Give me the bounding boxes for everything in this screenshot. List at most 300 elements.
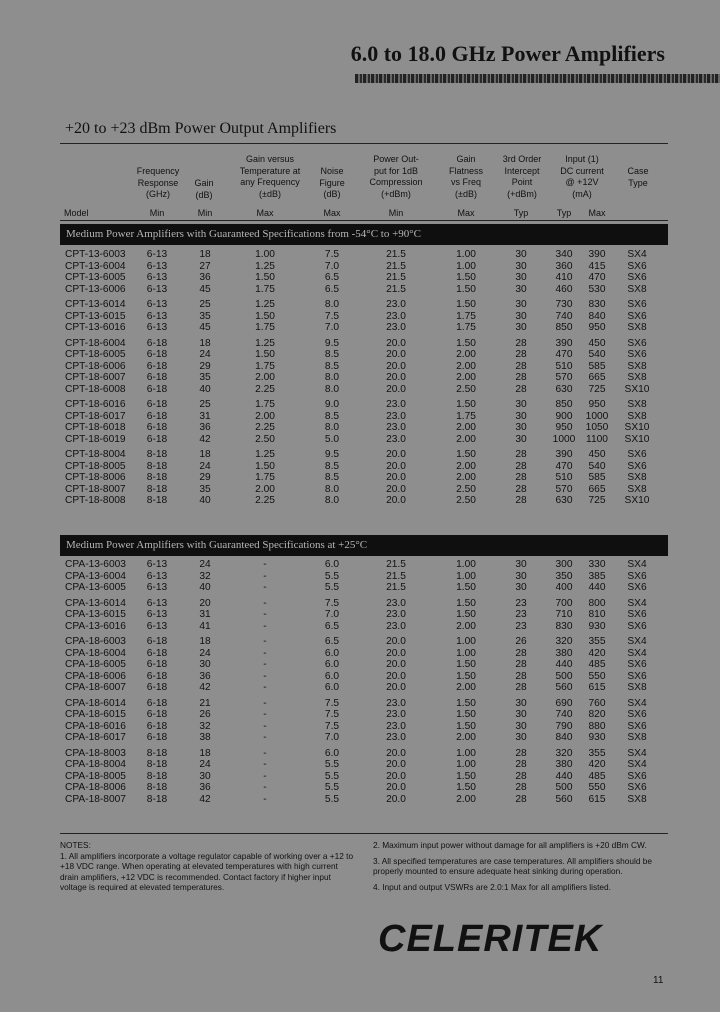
table-cell: 28 bbox=[515, 349, 527, 360]
table-cell: 930 bbox=[588, 620, 606, 632]
table-cell: CPA-18-8005 bbox=[65, 770, 126, 782]
table-cell: 23 bbox=[515, 620, 527, 632]
table-row bbox=[60, 272, 668, 284]
table-cell: 23.0 bbox=[386, 732, 406, 743]
col-sub-model: Model bbox=[64, 208, 89, 218]
table-cell: 30 bbox=[515, 399, 527, 410]
table-cell: 6.0 bbox=[324, 682, 340, 693]
table-cell: 8.0 bbox=[324, 299, 340, 310]
table-cell: 8-18 bbox=[146, 472, 168, 483]
table-row bbox=[60, 495, 668, 507]
table-cell: 7.5 bbox=[324, 597, 340, 609]
table-cell: 28 bbox=[515, 449, 527, 460]
table-cell: 6-13 bbox=[146, 582, 168, 593]
table-cell: 1.00 bbox=[456, 747, 476, 759]
table-cell: 1000 bbox=[585, 410, 609, 422]
table-cell: 32 bbox=[199, 570, 211, 582]
table-cell: SX10 bbox=[624, 383, 650, 395]
table-cell: 18 bbox=[199, 337, 211, 349]
table-cell: SX6 bbox=[627, 709, 647, 720]
table-cell: 730 bbox=[555, 299, 573, 310]
table-cell: CPA-18-8004 bbox=[65, 759, 126, 770]
table-row bbox=[60, 338, 668, 350]
table-cell: SX6 bbox=[627, 310, 647, 322]
table-cell: 30 bbox=[515, 582, 527, 593]
table-cell: CPA-18-6014 bbox=[65, 697, 126, 709]
table-cell: 30 bbox=[199, 770, 211, 782]
table-cell: 585 bbox=[588, 472, 606, 483]
section-bar-1: Medium Power Amplifiers with Guaranteed Specifications from -54°C to +90°C bbox=[60, 224, 668, 245]
table-cell: 880 bbox=[588, 720, 606, 732]
table-row bbox=[60, 721, 668, 733]
table-cell: - bbox=[263, 597, 267, 609]
table-cell: 23.0 bbox=[386, 410, 406, 422]
table-cell: 840 bbox=[555, 732, 573, 743]
col-sub-ip3: Typ bbox=[513, 208, 529, 218]
table-cell: 1.50 bbox=[255, 349, 275, 360]
table-cell: 8.5 bbox=[324, 360, 340, 372]
table-cell: 6-18 bbox=[146, 647, 168, 659]
table-cell: 30 bbox=[515, 709, 527, 720]
table-cell: 28 bbox=[515, 472, 527, 483]
table-cell: 28 bbox=[515, 759, 527, 770]
table-cell: 21 bbox=[199, 697, 211, 709]
table-cell: 950 bbox=[588, 399, 606, 410]
table-cell: 420 bbox=[588, 759, 606, 770]
table-cell: CPT-13-6014 bbox=[65, 299, 126, 310]
table-cell: - bbox=[263, 720, 267, 732]
table-cell: 810 bbox=[588, 609, 606, 620]
table-cell: 6-18 bbox=[146, 732, 168, 743]
table-cell: 30 bbox=[515, 249, 527, 260]
table-cell: SX10 bbox=[624, 422, 650, 433]
table-cell: 42 bbox=[199, 682, 211, 693]
table-row bbox=[60, 372, 668, 384]
table-cell: 1.25 bbox=[255, 337, 275, 349]
table-cell: 36 bbox=[199, 670, 211, 682]
table-cell: 1.50 bbox=[456, 697, 476, 709]
table-cell: 20.0 bbox=[386, 659, 406, 670]
table-cell: 6-13 bbox=[146, 559, 168, 570]
table-cell: 28 bbox=[515, 782, 527, 793]
table-cell: 7.0 bbox=[324, 609, 340, 620]
table-cell: SX6 bbox=[627, 659, 647, 670]
table-cell: 1.25 bbox=[255, 260, 275, 272]
table-cell: 740 bbox=[555, 709, 573, 720]
table-cell: CPA-13-6003 bbox=[65, 559, 126, 570]
table-cell: 20.0 bbox=[386, 636, 406, 647]
table-cell: 20.0 bbox=[386, 337, 406, 349]
table-cell: 28 bbox=[515, 682, 527, 693]
table-cell: 415 bbox=[588, 260, 606, 272]
table-cell: 20.0 bbox=[386, 449, 406, 460]
table-cell: 420 bbox=[588, 647, 606, 659]
table-cell: 330 bbox=[588, 559, 606, 570]
table-cell: 6-13 bbox=[146, 260, 168, 272]
table-cell: SX6 bbox=[627, 720, 647, 732]
table-cell: 1.00 bbox=[456, 260, 476, 272]
table-cell: 760 bbox=[588, 697, 606, 709]
table-cell: 2.50 bbox=[456, 483, 476, 495]
table-cell: 6-13 bbox=[146, 620, 168, 632]
table-cell: CPT-13-6006 bbox=[65, 283, 126, 295]
table-cell: 1.75 bbox=[456, 310, 476, 322]
table-row bbox=[60, 434, 668, 446]
col-header-gain-vs-temp: Gain versus Temperature at any Frequency (±dB) bbox=[239, 154, 301, 199]
table-row bbox=[60, 472, 668, 484]
table-cell: 2.00 bbox=[456, 620, 476, 632]
table-cell: 1050 bbox=[585, 422, 609, 433]
table-cell: CPT-18-6004 bbox=[65, 337, 126, 349]
table-cell: - bbox=[263, 582, 267, 593]
table-cell: 21.5 bbox=[386, 249, 406, 260]
table-cell: 820 bbox=[588, 709, 606, 720]
table-cell: 8.5 bbox=[324, 349, 340, 360]
table-cell: CPT-18-6005 bbox=[65, 349, 126, 360]
table-cell: 1.00 bbox=[456, 636, 476, 647]
table-cell: 18 bbox=[199, 747, 211, 759]
table-cell: - bbox=[263, 682, 267, 693]
table-cell: 23.0 bbox=[386, 609, 406, 620]
table-cell: 1000 bbox=[552, 433, 576, 445]
table-cell: - bbox=[263, 793, 267, 805]
table-cell: 30 bbox=[515, 732, 527, 743]
table-cell: CPA-18-6017 bbox=[65, 732, 126, 743]
table-cell: 1.50 bbox=[456, 782, 476, 793]
table-row bbox=[60, 571, 668, 583]
table-cell: 28 bbox=[515, 793, 527, 805]
table-row bbox=[60, 559, 668, 571]
table-cell: 385 bbox=[588, 570, 606, 582]
table-cell: 24 bbox=[199, 759, 211, 770]
table-cell: 585 bbox=[588, 360, 606, 372]
table-cell: 28 bbox=[515, 372, 527, 383]
table-cell: 8-18 bbox=[146, 495, 168, 506]
table-cell: 930 bbox=[588, 732, 606, 743]
table-cell: 45 bbox=[199, 322, 211, 333]
table-cell: 6-18 bbox=[146, 720, 168, 732]
table-cell: 6-18 bbox=[146, 410, 168, 422]
section-bar-2: Medium Power Amplifiers with Guaranteed Specifications at +25°C bbox=[60, 535, 668, 556]
table-cell: 23.0 bbox=[386, 310, 406, 322]
table-cell: 23.0 bbox=[386, 433, 406, 445]
table-cell: 28 bbox=[515, 383, 527, 395]
table-cell: SX6 bbox=[627, 582, 647, 593]
table-cell: 28 bbox=[515, 659, 527, 670]
table-cell: 41 bbox=[199, 620, 211, 632]
table-cell: 1.50 bbox=[456, 272, 476, 283]
table-cell: 23.0 bbox=[386, 709, 406, 720]
table-cell: - bbox=[263, 697, 267, 709]
table-row bbox=[60, 748, 668, 760]
table-cell: 6-18 bbox=[146, 682, 168, 693]
table-cell: 830 bbox=[555, 620, 573, 632]
table-cell: 6.5 bbox=[324, 636, 340, 647]
table-cell: 30 bbox=[515, 559, 527, 570]
table-cell: - bbox=[263, 709, 267, 720]
table-cell: 36 bbox=[199, 422, 211, 433]
header-rule bbox=[60, 220, 668, 221]
table-cell: CPT-18-6017 bbox=[65, 410, 126, 422]
table-cell: SX4 bbox=[627, 249, 647, 260]
table-cell: - bbox=[263, 620, 267, 632]
table-cell: 2.00 bbox=[456, 732, 476, 743]
table-row bbox=[60, 732, 668, 744]
table-cell: 1.50 bbox=[456, 770, 476, 782]
col-header-power-out: Power Out- put for 1dB Compression (+dBm) bbox=[369, 154, 423, 199]
table-cell: 390 bbox=[588, 249, 606, 260]
table-cell: 1.50 bbox=[456, 597, 476, 609]
table-cell: 20.0 bbox=[386, 472, 406, 483]
table-cell: 410 bbox=[555, 272, 573, 283]
table-cell: SX8 bbox=[627, 372, 647, 383]
table-cell: 1.50 bbox=[255, 310, 275, 322]
notes-right bbox=[373, 840, 669, 892]
table-cell: 6.5 bbox=[324, 620, 340, 632]
table-cell: 20.0 bbox=[386, 670, 406, 682]
table-cell: SX10 bbox=[624, 495, 650, 506]
table-cell: 950 bbox=[588, 322, 606, 333]
table-cell: 29 bbox=[199, 360, 211, 372]
table-cell: 500 bbox=[555, 782, 573, 793]
table-cell: 1.50 bbox=[456, 582, 476, 593]
table-cell: CPT-18-8004 bbox=[65, 449, 126, 460]
table-cell: 1.00 bbox=[456, 249, 476, 260]
table-cell: 8.0 bbox=[324, 372, 340, 383]
table-cell: 5.5 bbox=[324, 570, 340, 582]
table-cell: 1.75 bbox=[255, 360, 275, 372]
notes-heading: NOTES: bbox=[60, 840, 91, 850]
table-cell: 23.0 bbox=[386, 720, 406, 732]
table-cell: CPT-18-6007 bbox=[65, 372, 126, 383]
table-row bbox=[60, 461, 668, 473]
table-cell: 6-18 bbox=[146, 399, 168, 410]
table-cell: - bbox=[263, 782, 267, 793]
table-cell: 710 bbox=[555, 609, 573, 620]
table-cell: 29 bbox=[199, 472, 211, 483]
col-sub-input-typ: Typ bbox=[556, 208, 572, 218]
table-cell: 6.0 bbox=[324, 659, 340, 670]
table-cell: 6-18 bbox=[146, 659, 168, 670]
table-cell: CPT-18-8005 bbox=[65, 460, 126, 472]
table-cell: 355 bbox=[588, 636, 606, 647]
table-cell: 23 bbox=[515, 597, 527, 609]
table-cell: CPA-13-6016 bbox=[65, 620, 126, 632]
table-cell: 460 bbox=[555, 283, 573, 295]
table-row bbox=[60, 698, 668, 710]
table-cell: - bbox=[263, 670, 267, 682]
table-cell: 30 bbox=[515, 272, 527, 283]
col-sub-flat: Max bbox=[457, 208, 475, 218]
table-cell: 2.00 bbox=[456, 360, 476, 372]
table-cell: 21.5 bbox=[386, 570, 406, 582]
table-cell: 830 bbox=[588, 299, 606, 310]
table-row bbox=[60, 782, 668, 794]
table-cell: 8.0 bbox=[324, 383, 340, 395]
table-cell: 470 bbox=[555, 460, 573, 472]
table-cell: 470 bbox=[588, 272, 606, 283]
table-cell: 6-18 bbox=[146, 383, 168, 395]
table-cell: 23.0 bbox=[386, 399, 406, 410]
table-cell: 23.0 bbox=[386, 597, 406, 609]
table-cell: 540 bbox=[588, 460, 606, 472]
col-header-noise-figure: Noise Figure (dB) bbox=[319, 166, 345, 199]
table-cell: SX6 bbox=[627, 670, 647, 682]
col-header-intercept: 3rd Order Intercept Point (+dBm) bbox=[502, 154, 542, 199]
table-cell: 2.00 bbox=[456, 460, 476, 472]
table-cell: 2.00 bbox=[255, 483, 275, 495]
table-row bbox=[60, 609, 668, 621]
table-cell: 6-13 bbox=[146, 283, 168, 295]
table-cell: 20.0 bbox=[386, 747, 406, 759]
table-cell: 28 bbox=[515, 647, 527, 659]
table-cell: SX4 bbox=[627, 559, 647, 570]
table-cell: 26 bbox=[515, 636, 527, 647]
table-cell: 470 bbox=[555, 349, 573, 360]
table-cell: 23.0 bbox=[386, 620, 406, 632]
table-cell: - bbox=[263, 647, 267, 659]
table-cell: - bbox=[263, 636, 267, 647]
table-cell: SX8 bbox=[627, 322, 647, 333]
table-cell: 500 bbox=[555, 670, 573, 682]
table-cell: 20.0 bbox=[386, 460, 406, 472]
table-cell: 45 bbox=[199, 283, 211, 295]
table-cell: - bbox=[263, 559, 267, 570]
table-cell: 28 bbox=[515, 495, 527, 506]
table-cell: 6.0 bbox=[324, 670, 340, 682]
table-row bbox=[60, 361, 668, 373]
table-cell: CPA-13-6015 bbox=[65, 609, 126, 620]
table-cell: SX4 bbox=[627, 759, 647, 770]
table-cell: CPA-18-6006 bbox=[65, 670, 126, 682]
table-cell: 6-18 bbox=[146, 360, 168, 372]
col-header-frequency: Frequency Response (GHz) bbox=[136, 166, 180, 199]
table-cell: - bbox=[263, 747, 267, 759]
table-cell: 20.0 bbox=[386, 383, 406, 395]
table-cell: 1.50 bbox=[255, 460, 275, 472]
table-cell: 21.5 bbox=[386, 582, 406, 593]
table-row bbox=[60, 794, 668, 806]
table-cell: 8-18 bbox=[146, 449, 168, 460]
table-cell: 7.0 bbox=[324, 322, 340, 333]
table-cell: 28 bbox=[515, 747, 527, 759]
table-cell: 1.50 bbox=[456, 399, 476, 410]
table-cell: 7.5 bbox=[324, 697, 340, 709]
table-row bbox=[60, 349, 668, 361]
table-cell: CPT-18-6016 bbox=[65, 399, 126, 410]
table-cell: 390 bbox=[555, 449, 573, 460]
table-cell: SX8 bbox=[627, 682, 647, 693]
table-cell: 30 bbox=[515, 697, 527, 709]
table-cell: CPT-18-8007 bbox=[65, 483, 126, 495]
celeritek-logo: CELERITEK bbox=[378, 918, 603, 960]
table-cell: SX6 bbox=[627, 349, 647, 360]
table-cell: 1.00 bbox=[456, 559, 476, 570]
table-cell: CPT-18-6018 bbox=[65, 422, 126, 433]
table-cell: SX4 bbox=[627, 747, 647, 759]
table-cell: 540 bbox=[588, 349, 606, 360]
table-cell: SX4 bbox=[627, 647, 647, 659]
table-cell: - bbox=[263, 770, 267, 782]
table-cell: 8.0 bbox=[324, 422, 340, 433]
table-cell: SX6 bbox=[627, 570, 647, 582]
col-header-case: Case Type bbox=[627, 166, 649, 188]
table-cell: 8-18 bbox=[146, 770, 168, 782]
table-cell: 42 bbox=[199, 433, 211, 445]
table-cell: CPT-18-8008 bbox=[65, 495, 126, 506]
table-cell: SX6 bbox=[627, 260, 647, 272]
table-row bbox=[60, 322, 668, 334]
table-cell: 6-18 bbox=[146, 337, 168, 349]
note-4: 4. Input and output VSWRs are 2.0:1 Max for all amplifiers listed. bbox=[373, 881, 611, 892]
table-cell: 6.0 bbox=[324, 647, 340, 659]
table-cell: 5.5 bbox=[324, 582, 340, 593]
table-cell: 840 bbox=[588, 310, 606, 322]
table-cell: CPT-13-6003 bbox=[65, 249, 126, 260]
title-rule bbox=[355, 74, 720, 83]
table-cell: 320 bbox=[555, 747, 573, 759]
table-cell: 6-18 bbox=[146, 433, 168, 445]
table-cell: CPT-18-6008 bbox=[65, 383, 126, 395]
table-cell: 6-13 bbox=[146, 299, 168, 310]
table-cell: 1.75 bbox=[456, 410, 476, 422]
table-cell: 9.0 bbox=[324, 399, 340, 410]
note-3: 3. All specified temperatures are case temperatures. All amplifiers should be properly mounted to ensure adequate heat sinking during operation. bbox=[373, 855, 653, 877]
table-cell: 6-18 bbox=[146, 697, 168, 709]
table-cell: 615 bbox=[588, 793, 606, 805]
table-cell: 1.25 bbox=[255, 299, 275, 310]
table-cell: 20.0 bbox=[386, 759, 406, 770]
table-cell: 40 bbox=[199, 495, 211, 506]
table-cell: 6-13 bbox=[146, 322, 168, 333]
table-cell: CPT-13-6016 bbox=[65, 322, 126, 333]
table-cell: 40 bbox=[199, 582, 211, 593]
table-cell: 510 bbox=[555, 472, 573, 483]
table-cell: 1.50 bbox=[456, 449, 476, 460]
table-cell: 690 bbox=[555, 697, 573, 709]
table-cell: - bbox=[263, 570, 267, 582]
table-row bbox=[60, 771, 668, 783]
table-cell: 20.0 bbox=[386, 483, 406, 495]
col-sub-nf: Max bbox=[323, 208, 341, 218]
table-cell: - bbox=[263, 732, 267, 743]
table-cell: 20.0 bbox=[386, 349, 406, 360]
table-cell: 740 bbox=[555, 310, 573, 322]
table-cell: SX8 bbox=[627, 360, 647, 372]
table-cell: CPA-13-6005 bbox=[65, 582, 126, 593]
table-cell: 350 bbox=[555, 570, 573, 582]
table-row bbox=[60, 671, 668, 683]
table-cell: CPT-18-8006 bbox=[65, 472, 126, 483]
table-cell: 8-18 bbox=[146, 483, 168, 495]
table-cell: 38 bbox=[199, 732, 211, 743]
table-cell: 6-18 bbox=[146, 349, 168, 360]
table-cell: 320 bbox=[555, 636, 573, 647]
table-cell: - bbox=[263, 659, 267, 670]
table-cell: 2.25 bbox=[255, 495, 275, 506]
table-cell: 790 bbox=[555, 720, 573, 732]
table-cell: 6-13 bbox=[146, 597, 168, 609]
table-cell: 450 bbox=[588, 337, 606, 349]
table-cell: 950 bbox=[555, 422, 573, 433]
table-cell: CPA-18-8006 bbox=[65, 782, 126, 793]
table-cell: 850 bbox=[555, 399, 573, 410]
table-cell: CPA-18-6007 bbox=[65, 682, 126, 693]
table-cell: CPA-18-6004 bbox=[65, 647, 126, 659]
table-cell: 30 bbox=[199, 659, 211, 670]
table-subtitle: +20 to +23 dBm Power Output Amplifiers bbox=[65, 120, 337, 137]
table-cell: 8-18 bbox=[146, 782, 168, 793]
